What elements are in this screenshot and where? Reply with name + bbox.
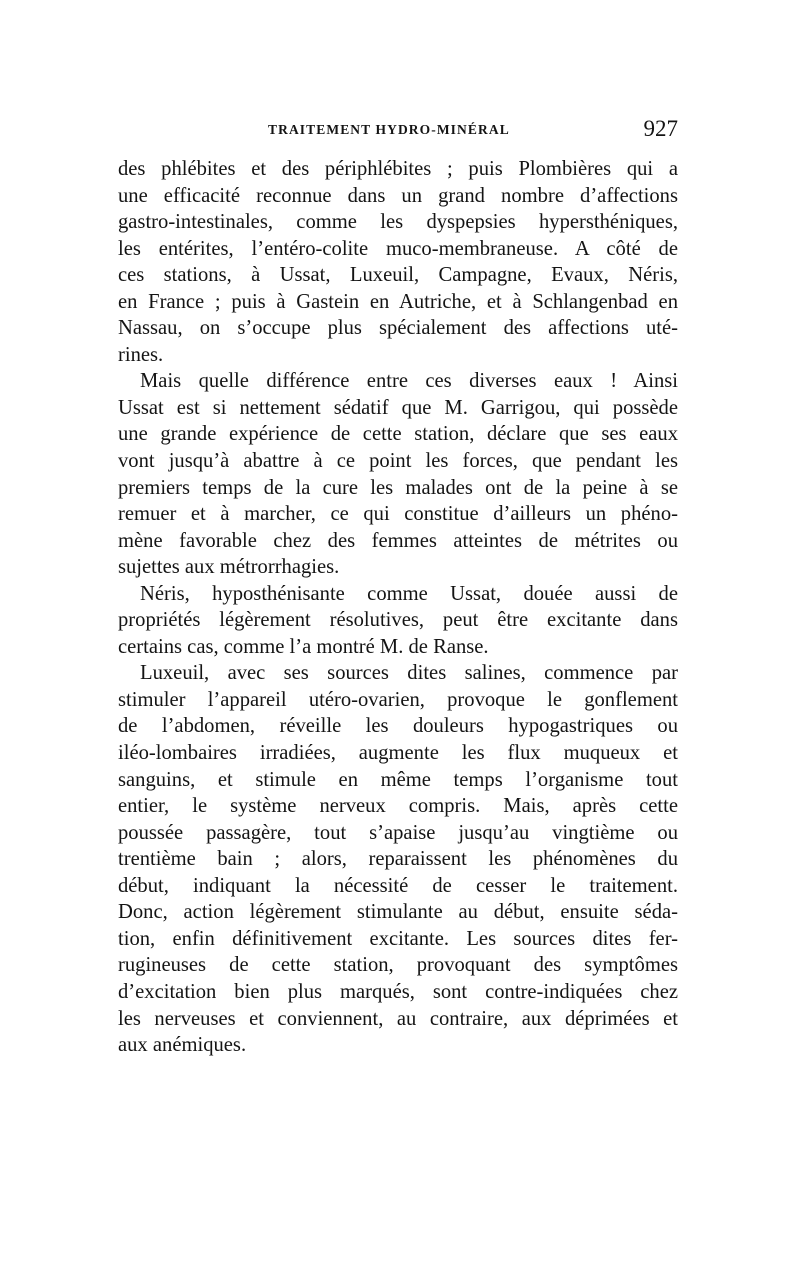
text-line: Luxeuil, avec ses sources dites salines, commence par [140,662,678,685]
text-line: Mais quelle différence entre ces diverses eaux ! Ainsi [140,370,678,393]
text-line: certains cas, comme l’a montré M. de Ranse. [118,635,489,658]
text-line: remuer et à marcher, ce qui constitue d’ailleurs un phéno- [118,503,678,526]
page-number: 927 [643,116,678,141]
text-line: ces stations, à Ussat, Luxeuil, Campagne, Evaux, Néris, [118,264,678,287]
text-line: tion, enfin définitivement excitante. Les sources dites fer- [118,927,678,950]
text-line: les nerveuses et conviennent, au contraire, aux déprimées et [118,1007,678,1030]
text-line: sanguins, et stimule en même temps l’organisme tout [118,768,678,791]
text-line: une efficacité reconnue dans un grand nombre d’affections [118,184,678,207]
text-line: rugineuses de cette station, provoquant des symptômes [118,954,678,977]
text-line: Ussat est si nettement sédatif que M. Garrigou, qui possède [118,396,678,419]
running-title: TRAITEMENT HYDRO-MINÉRAL [268,122,510,137]
text-line: d’excitation bien plus marqués, sont contre-indiquées chez [118,980,678,1003]
text-line: les entérites, l’entéro-colite muco-membraneuse. A côté de [118,237,678,260]
text-line: mène favorable chez des femmes atteintes de métrites ou [118,529,678,552]
text-line: en France ; puis à Gastein en Autriche, et à Schlangenbad en [118,290,678,313]
paragraph [118,581,678,661]
text-line: Nassau, on s’occupe plus spécialement des affections uté- [118,317,678,340]
text-line: premiers temps de la cure les malades ont de la peine à se [118,476,678,499]
paragraph [118,368,678,580]
text-line: une grande expérience de cette station, déclare que ses eaux [118,423,678,446]
body-text [118,156,678,1059]
text-line: des phlébites et des périphlébites ; puis Plombières qui a [118,158,678,180]
text-line: début, indiquant la nécessité de cesser le traitement. [118,874,678,897]
text-line: de l’abdomen, réveille les douleurs hypogastriques ou [118,715,678,738]
text-line: trentième bain ; alors, reparaissent les phénomènes du [118,848,678,871]
text-line: sujettes aux métrorrhagies. [118,556,340,579]
paragraph [118,156,678,368]
text-line: gastro-intestinales, comme les dyspepsies hypersthéniques, [118,211,678,234]
text-line: Donc, action légèrement stimulante au début, ensuite séda- [118,901,678,924]
text-line: iléo-lombaires irradiées, augmente les flux muqueux et [118,742,678,765]
running-head [118,116,678,146]
text-line: aux anémiques. [118,1034,247,1057]
text-line: propriétés légèrement résolutives, peut être excitante dans [118,609,678,632]
text-line: Néris, hyposthénisante comme Ussat, douée aussi de [140,582,678,605]
text-line: stimuler l’appareil utéro-ovarien, provoque le gonflement [118,688,678,711]
text-line: rines. [118,343,164,366]
text-line: vont jusqu’à abattre à ce point les forces, que pendant les [118,450,678,473]
text-line: poussée passagère, tout s’apaise jusqu’au vingtième ou [118,821,678,844]
paragraph [118,660,678,1058]
text-line: entier, le système nerveux compris. Mais, après cette [118,795,678,818]
